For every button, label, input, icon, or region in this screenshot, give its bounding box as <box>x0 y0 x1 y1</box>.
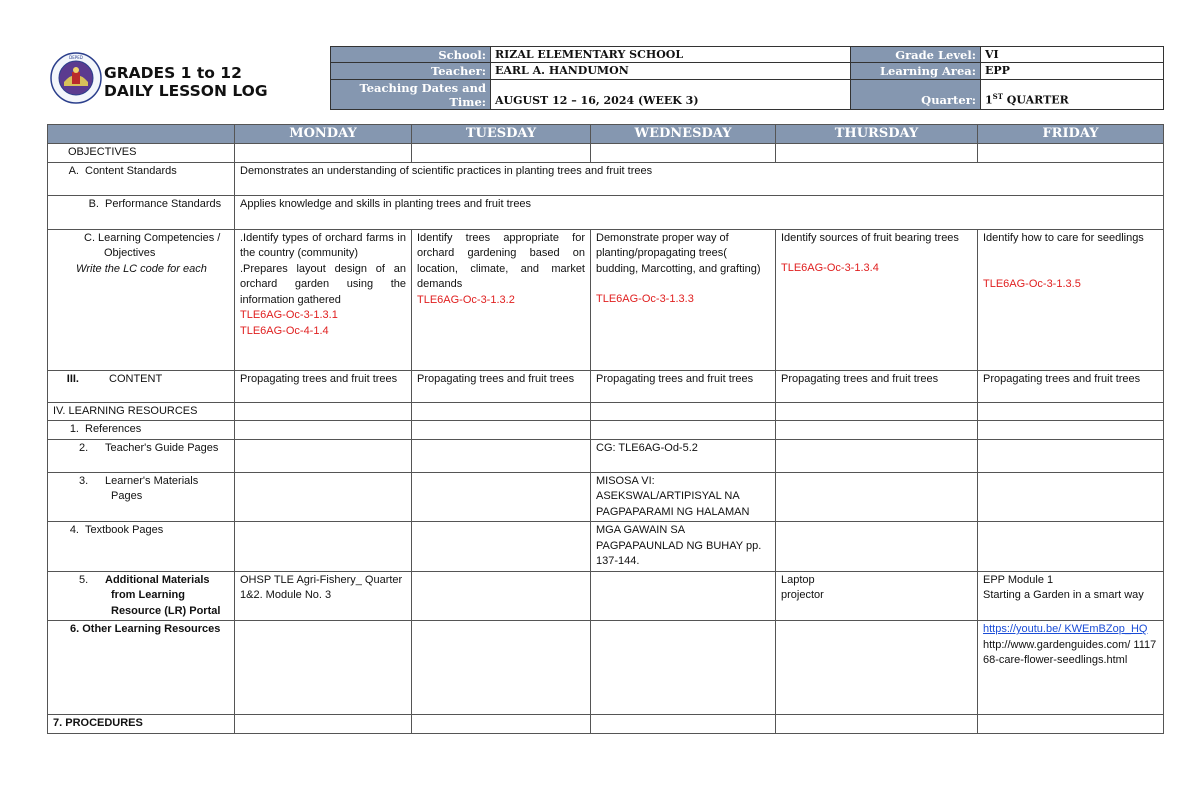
textbook-pages-wednesday: MGA GAWAIN SA PAGPAPAUNLAD NG BUHAY pp. 137-144. <box>591 522 776 572</box>
svg-text:DEPED: DEPED <box>69 55 83 60</box>
lc-monday: .Identify types of orchard farms in the country (community) .Prepares layout design of an orchard garden using the information gathered TLE6AG-Oc-3-1.3.1 TLE6AG-Oc-4-1.4 <box>235 229 412 370</box>
form-title-line1: GRADES 1 to 12 <box>104 64 242 82</box>
deped-seal-logo <box>50 52 102 104</box>
content-friday: Propagating trees and fruit trees <box>978 370 1164 402</box>
day-header-tuesday: TUESDAY <box>412 125 591 144</box>
lc-code: TLE6AG-Oc-4-1.4 <box>240 324 329 337</box>
grade-level-value: VI <box>981 47 1164 63</box>
day-header-wednesday: WEDNESDAY <box>591 125 776 144</box>
learning-competencies-label: C. Learning Competencies / Objectives Write the LC code for each <box>48 229 235 370</box>
additional-materials-thursday: Laptop projector <box>776 571 978 621</box>
teacher-label: Teacher: <box>331 63 491 79</box>
teacher-value: EARL A. HANDUMON <box>491 63 851 79</box>
teachers-guide-label: 2. Teacher's Guide Pages <box>48 439 235 472</box>
content-standards-label: A. Content Standards <box>48 162 235 195</box>
teachers-guide-wednesday: CG: TLE6AG-Od-5.2 <box>591 439 776 472</box>
school-value: RIZAL ELEMENTARY SCHOOL <box>491 47 851 63</box>
learning-area-label: Learning Area: <box>851 63 981 79</box>
teaching-dates-label: Teaching Dates and Time: <box>331 79 491 110</box>
content-monday: Propagating trees and fruit trees <box>235 370 412 402</box>
textbook-pages-label: 4. Textbook Pages <box>48 522 235 572</box>
content-thursday: Propagating trees and fruit trees <box>776 370 978 402</box>
lc-code-instruction: Write the LC code for each <box>76 262 207 275</box>
content-label: III. CONTENT <box>48 370 235 402</box>
lesson-log-table <box>47 124 1164 734</box>
quarter-label: Quarter: <box>851 79 981 110</box>
other-learning-resources-label: 6. Other Learning Resources <box>48 621 235 715</box>
lc-friday: Identify how to care for seedlings TLE6AG-Oc-3-1.3.5 <box>978 229 1164 370</box>
day-header-friday: FRIDAY <box>978 125 1164 144</box>
youtube-link[interactable]: https://youtu.be/ KWEmBZop_HQ <box>983 623 1148 635</box>
grade-level-label: Grade Level: <box>851 47 981 63</box>
lc-code: TLE6AG-Oc-3-1.3.2 <box>417 293 515 306</box>
additional-materials-label: 5. Additional Materials from Learning Resource (LR) Portal <box>48 571 235 621</box>
learning-resources-heading: IV. LEARNING RESOURCES <box>48 402 235 421</box>
gardenguides-url: http://www.gardenguides.com/ 111768-care-flower-seedlings.html <box>983 638 1157 666</box>
learners-materials-label: 3. Learner's Materials Pages <box>48 472 235 522</box>
content-wednesday: Propagating trees and fruit trees <box>591 370 776 402</box>
additional-materials-friday: EPP Module 1 Starting a Garden in a smart way <box>978 571 1164 621</box>
corner-header <box>48 125 235 144</box>
teaching-dates-value: AUGUST 12 – 16, 2024 (WEEK 3) <box>491 79 851 110</box>
lc-code: TLE6AG-Oc-3-1.3.5 <box>983 278 1081 290</box>
quarter-value: 1ST QUARTER <box>981 79 1164 110</box>
objectives-heading: OBJECTIVES <box>48 144 235 163</box>
content-tuesday: Propagating trees and fruit trees <box>412 370 591 402</box>
other-learning-resources-friday <box>978 621 1164 715</box>
learning-area-value: EPP <box>981 63 1164 79</box>
lc-code: TLE6AG-Oc-3-1.3.1 <box>240 309 338 321</box>
lc-code: TLE6AG-Oc-3-1.3.4 <box>781 262 879 274</box>
content-standards-value: Demonstrates an understanding of scientific practices in planting trees and fruit trees <box>235 162 1164 195</box>
school-label: School: <box>331 47 491 63</box>
references-label: 1. References <box>48 421 235 440</box>
lc-wednesday: Demonstrate proper way of planting/propagating trees( budding, Marcotting, and grafting) TLE6AG-Oc-3-1.3.3 <box>591 229 776 370</box>
lc-tuesday: Identify trees appropriate for orchard gardening based on location, climate, and market demands TLE6AG-Oc-3-1.3.2 <box>412 229 591 370</box>
additional-materials-monday: OHSP TLE Agri-Fishery_ Quarter 1&2. Module No. 3 <box>235 571 412 621</box>
learners-materials-wednesday: MISOSA VI: ASEKSWAL/ARTIPISYAL NA PAGPAPARAMI NG HALAMAN <box>591 472 776 522</box>
form-title-line2: DAILY LESSON LOG <box>104 82 268 100</box>
day-header-monday: MONDAY <box>235 125 412 144</box>
performance-standards-value: Applies knowledge and skills in planting trees and fruit trees <box>235 195 1164 229</box>
performance-standards-label: B. Performance Standards <box>48 195 235 229</box>
school-info-table <box>330 46 1164 110</box>
lc-code: TLE6AG-Oc-3-1.3.3 <box>596 293 694 305</box>
day-header-thursday: THURSDAY <box>776 125 978 144</box>
lc-thursday: Identify sources of fruit bearing trees TLE6AG-Oc-3-1.3.4 <box>776 229 978 370</box>
procedures-heading: 7. PROCEDURES <box>48 715 235 734</box>
